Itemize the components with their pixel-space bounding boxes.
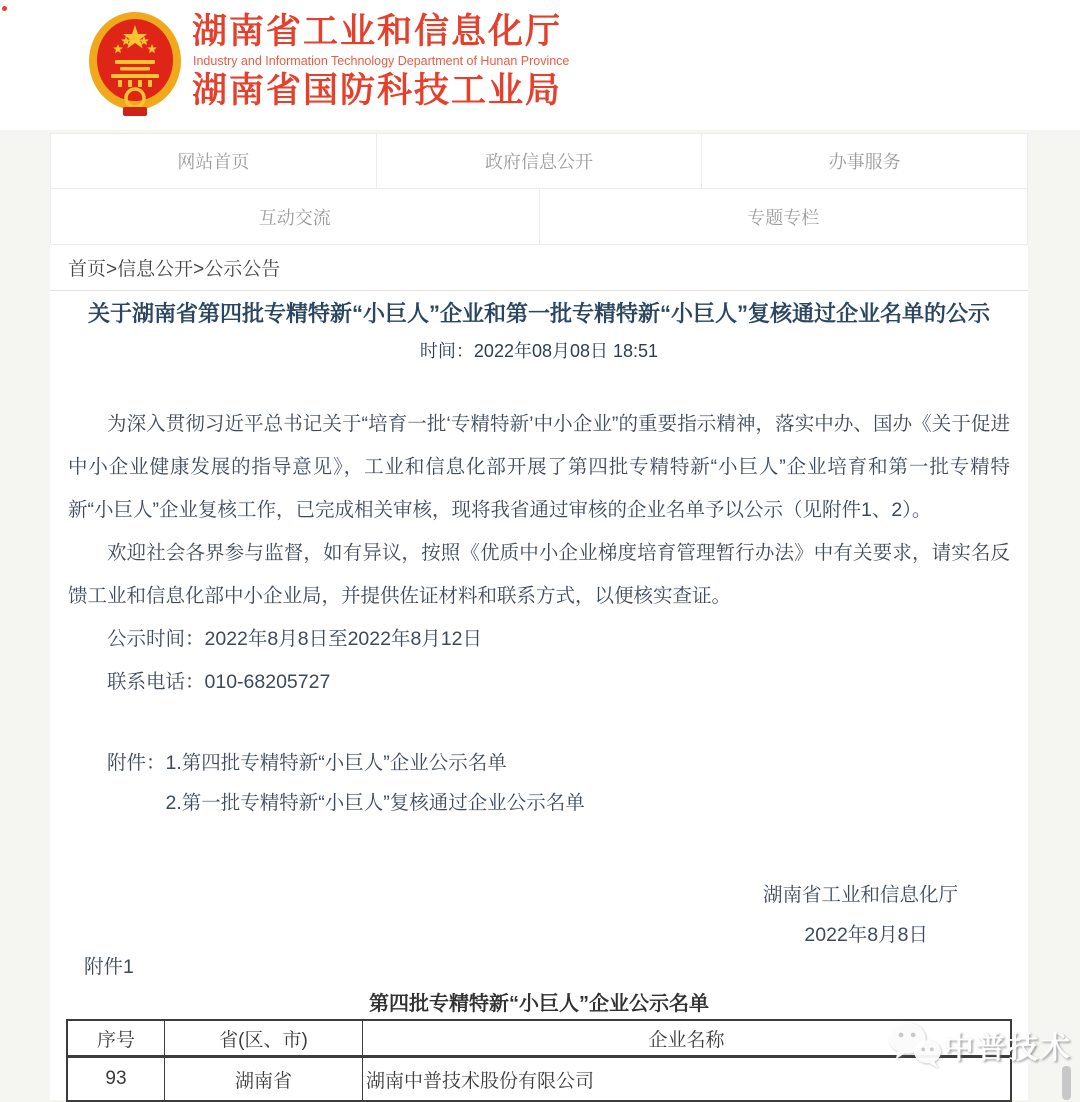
org-names — [192, 12, 569, 111]
org-name-cn-2: 湖南省国防科技工业局 — [192, 71, 563, 110]
watermark — [886, 1020, 1072, 1070]
cell-company: 湖南中普技术股份有限公司 — [363, 1057, 1012, 1102]
breadcrumb[interactable]: 首页>信息公开>公示公告 — [68, 259, 281, 280]
col-header-province: 省(区、市) — [165, 1020, 363, 1057]
paragraph-2: 欢迎社会各界参与监督，如有异议，按照《优质中小企业梯度培育管理暂行办法》中有关要求，请实名反馈工业和信息化部中小企业局，并提供佐证材料和联系方式，以便核实查证。 — [68, 542, 1010, 607]
contact-phone-line: 联系电话：010-68205727 — [107, 671, 331, 693]
table-row — [67, 1057, 1011, 1102]
attachments-block — [68, 742, 1010, 821]
annex-label: 附件1 — [84, 956, 134, 978]
site-header — [0, 0, 1080, 130]
nav-row-1 — [50, 133, 1028, 189]
watermark-text: 中普技术 — [944, 1032, 1072, 1065]
nav-item-special-topics[interactable]: 专题专栏 — [539, 188, 1029, 245]
paragraph-1: 为深入贯彻习近平总书记关于“培育一批‘专精特新’中小企业”的重要指示精神，落实中办、国办《关于促进中小企业健康发展的指导意见》，工业和信息化部开展了第四批专精特新“小巨人”企业培育和第一批专精特新“小巨人”企业复核工作，已完成相关审核，现将我省通过审核的企业名单予以公示（见附件1、2）。 — [68, 413, 1010, 521]
nav-item-interaction[interactable]: 互动交流 — [50, 188, 540, 245]
cell-index: 93 — [67, 1057, 165, 1102]
nav-row-2 — [50, 189, 1028, 245]
china-national-emblem-icon — [85, 8, 185, 118]
col-header-index: 序号 — [67, 1020, 165, 1057]
publish-time: 时间：2022年08月08日 18:51 — [419, 341, 659, 361]
article-content — [50, 291, 1028, 1100]
page-title: 关于湖南省第四批专精特新“小巨人”企业和第一批专精特新“小巨人”复核通过企业名单的公示 — [87, 301, 990, 326]
attachments-label: 附件： — [107, 752, 166, 774]
main-nav — [50, 133, 1028, 245]
red-speck-artifact — [2, 6, 7, 11]
annex-table — [66, 1019, 1012, 1102]
nav-item-services[interactable]: 办事服务 — [701, 133, 1028, 189]
article-body — [68, 403, 1010, 821]
wechat-icon — [886, 1020, 944, 1070]
notice-time-line: 公示时间：2022年8月8日至2022年8月12日 — [107, 628, 482, 650]
attachment-item-1: 1.第四批专精特新“小巨人”企业公示名单 — [165, 752, 507, 774]
nav-item-home[interactable]: 网站首页 — [50, 133, 377, 189]
signature-date: 2022年8月8日 — [804, 924, 928, 946]
attachment-item-2: 2.第一批专精特新“小巨人”复核通过企业公示名单 — [165, 792, 585, 814]
col-header-company: 企业名称 — [363, 1020, 1012, 1057]
nav-item-gov-info[interactable]: 政府信息公开 — [376, 133, 703, 189]
cell-province: 湖南省 — [165, 1057, 363, 1102]
breadcrumb-bar — [50, 245, 1028, 291]
org-name-en: Industry and Information Technology Department of Hunan Province — [193, 54, 570, 68]
signature-org: 湖南省工业和信息化厅 — [762, 884, 958, 906]
table-header-row — [67, 1020, 1011, 1057]
org-name-cn-1: 湖南省工业和信息化厅 — [192, 12, 563, 51]
annex-table-title: 第四批专精特新“小巨人”企业公示名单 — [369, 993, 709, 1015]
scrollbar-thumb[interactable] — [1062, 1066, 1071, 1100]
